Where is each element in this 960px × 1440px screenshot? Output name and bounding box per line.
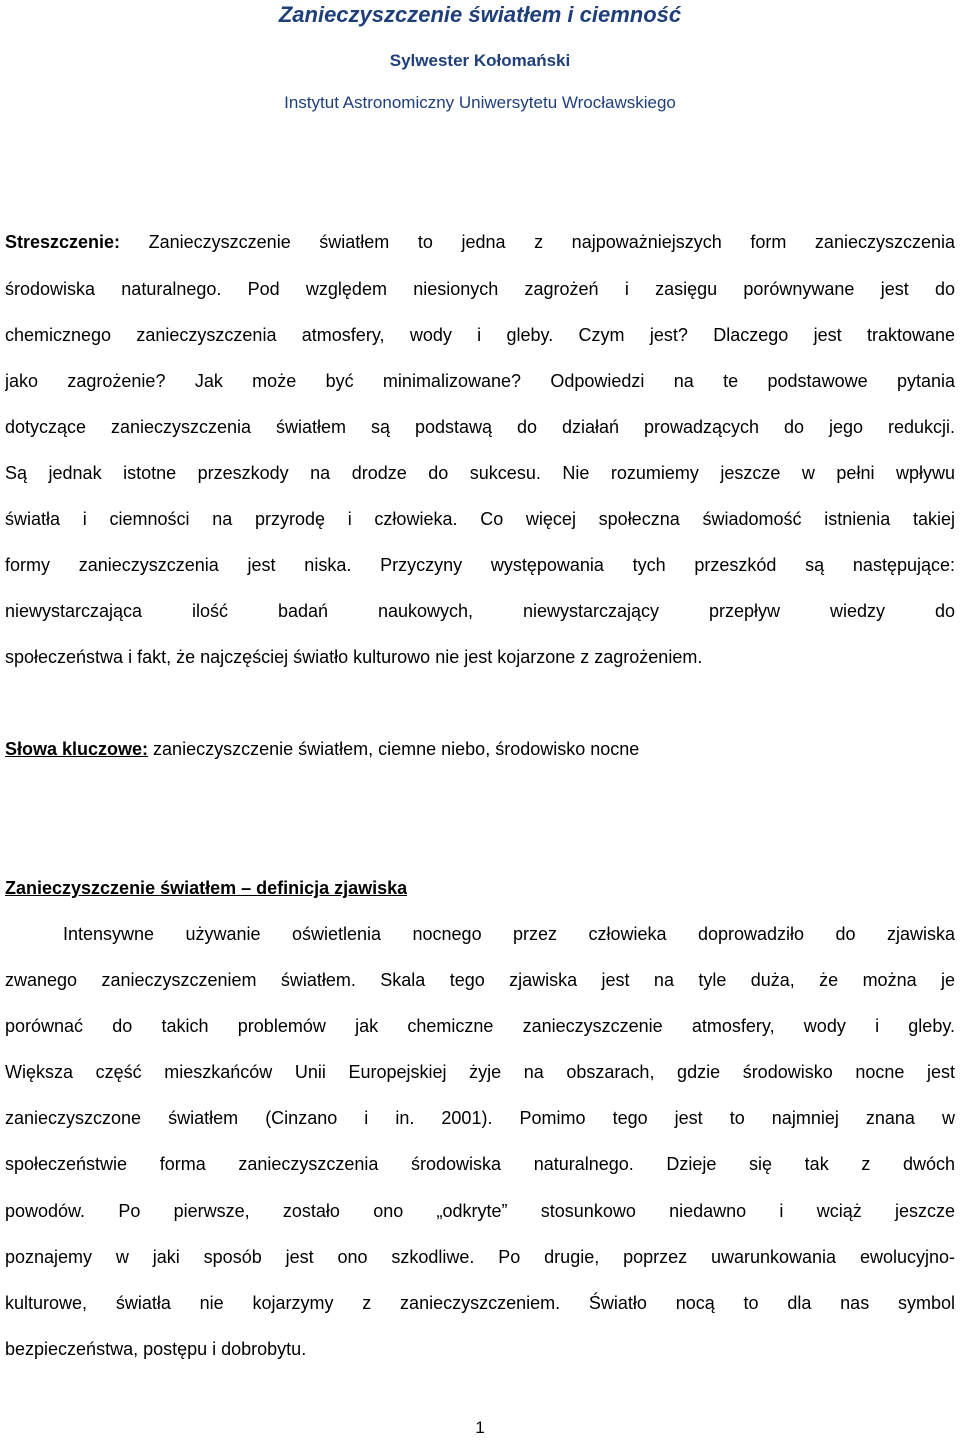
section-heading: Zanieczyszczenie światłem – definicja zjawiska	[5, 878, 408, 898]
abstract-text: Zanieczyszczenie światłem to jedna z najpoważniejszych form zanieczyszczenia	[120, 232, 955, 252]
body-line: zanieczyszczone światłem (Cinzano i in. 2001). Pomimo tego jest to najmniej znana w	[5, 1108, 955, 1128]
keywords-line	[5, 737, 955, 761]
keywords-text: zanieczyszczenie światłem, ciemne niebo, środowisko nocne	[148, 739, 640, 759]
abstract-line: chemicznego zanieczyszczenia atmosfery, wody i gleby. Czym jest? Dlaczego jest traktowane	[5, 325, 955, 345]
abstract-line-1	[5, 230, 955, 254]
body-line: bezpieczeństwa, postępu i dobrobytu.	[5, 1339, 307, 1359]
paper-title: Zanieczyszczenie światłem i ciemność	[278, 2, 682, 27]
body-line: poznajemy w jaki sposób jest ono szkodliwe. Po drugie, poprzez uwarunkowania ewolucyjno-	[5, 1247, 955, 1267]
page-number: 1	[475, 1418, 485, 1437]
abstract-line: jako zagrożenie? Jak może być minimalizowane? Odpowiedzi na te podstawowe pytania	[5, 371, 955, 391]
abstract-line: dotyczące zanieczyszczenia światłem są podstawą do działań prowadzących do jego redukcji.	[5, 417, 955, 437]
abstract-line: Są jednak istotne przeszkody na drodze do sukcesu. Nie rozumiemy jeszcze w pełni wpływu	[5, 463, 955, 483]
abstract-line: środowiska naturalnego. Pod względem niesionych zagrożeń i zasięgu porównywane jest do	[5, 279, 955, 299]
body-line: zwanego zanieczyszczeniem światłem. Skala tego zjawiska jest na tyle duża, że można je	[5, 970, 955, 990]
body-line: kulturowe, światła nie kojarzymy z zanieczyszczeniem. Światło nocą to dla nas symbol	[5, 1293, 955, 1313]
body-line: porównać do takich problemów jak chemiczne zanieczyszczenie atmosfery, wody i gleby.	[5, 1016, 955, 1036]
abstract-line: społeczeństwa i fakt, że najczęściej światło kulturowo nie jest kojarzone z zagrożeniem.	[5, 647, 703, 667]
body-line: Intensywne używanie oświetlenia nocnego przez człowieka doprowadziło do zjawiska	[63, 924, 955, 944]
body-line: społeczeństwie forma zanieczyszczenia środowiska naturalnego. Dzieje się tak z dwóch	[5, 1154, 955, 1174]
abstract-label: Streszczenie:	[5, 232, 121, 252]
body-line: Większa część mieszkańców Unii Europejskiej żyje na obszarach, gdzie środowisko nocne jest	[5, 1062, 955, 1082]
author-name: Sylwester Kołomański	[389, 51, 571, 70]
abstract-line: niewystarczająca ilość badań naukowych, niewystarczający przepływ wiedzy do	[5, 601, 955, 621]
keywords-label: Słowa kluczowe:	[5, 739, 149, 759]
abstract-line: formy zanieczyszczenia jest niska. Przyczyny występowania tych przeszkód są następujące:	[5, 555, 955, 575]
body-line: powodów. Po pierwsze, zostało ono „odkryte” stosunkowo niedawno i wciąż jeszcze	[5, 1201, 955, 1221]
author-affiliation: Instytut Astronomiczny Uniwersytetu Wrocławskiego	[284, 93, 676, 112]
abstract-line: światła i ciemności na przyrodę i człowieka. Co więcej społeczna świadomość istnienia takiej	[5, 509, 955, 529]
